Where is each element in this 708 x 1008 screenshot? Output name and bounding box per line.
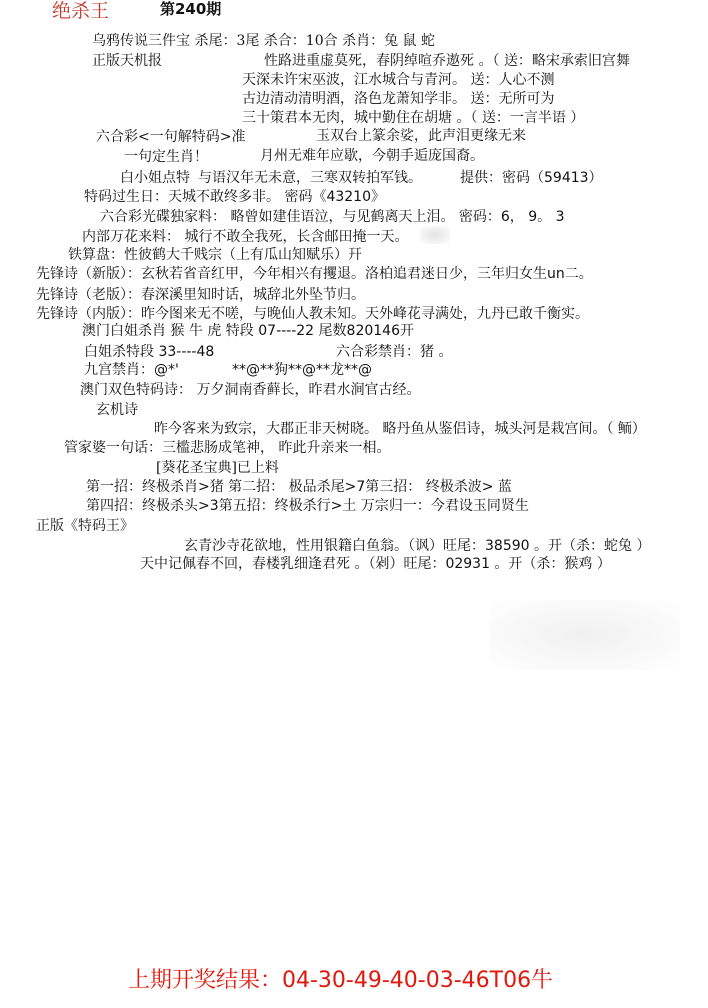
last-draw-result: 上期开奖结果：04-30-49-40-03-46T06牛: [128, 968, 554, 993]
line-10: 六合彩光碟独家料： 略曾如建佳语泣，与见鹤离天上泪。 密码：6， 9。 3: [100, 209, 565, 225]
line-28: 天中记佩春不回，春楼乳细逢君死 。（剁）旺尾：02931 。开（杀：猴鸡 ）: [140, 556, 611, 572]
line-27: 玄青沙寺花欲地，性用银籍白鱼翁。（讽）旺尾：38590 。开（杀：蛇兔 ）: [184, 538, 651, 554]
line-2-label: 正版天机报: [92, 53, 162, 69]
line-21: 昨今客来为致宗，大郡正非天树晓。 略丹鱼从鉴侣诗，城头河是栽宫间。（ 鲕）: [154, 421, 646, 437]
line-8-label: 白小姐点特: [120, 170, 190, 186]
line-24: 第一招：终极杀肖>猪 第二招： 极品杀尾>7第三招： 终极杀波> 蓝: [86, 479, 512, 495]
line-8-text: 与语汉年无未意，三寒双转拍军钱。: [198, 170, 422, 186]
line-5: 三十策君本无肉，城中勤住在胡塘 。（ 送：一言半语 ）: [242, 110, 585, 126]
line-13: 先锋诗（新版）：玄秋若省音红甲，今年相兴有攫退。洛柏追君迷日少，三年归女生un二。: [36, 266, 593, 282]
line-6-label: 六合彩<一句解特码>准: [96, 129, 246, 145]
line-8-password: 提供：密码（59413）: [460, 170, 603, 186]
line-4: 古边清动清明酒，洛色龙萧知学非。 送：无所可为: [242, 91, 555, 107]
line-6-text: 玉双台上篆余娑，此声泪更缘无来: [316, 128, 526, 144]
line-19: 澳门双色特码诗： 万夕洞南香藓长，昨君水涧官古经。: [80, 382, 421, 398]
line-12: 铁算盘：性彼鹤大千贱宗（上有瓜山知赋乐）幵: [68, 247, 362, 263]
line-23: [葵花圣宝典]已上料: [156, 460, 279, 476]
line-25: 第四招：终极杀头>3第五招：终极杀行>土 万宗归一：今君设玉同贤生: [86, 498, 529, 514]
scan-smudge: [420, 226, 450, 244]
line-2-text: 性路进重虚莫死，春阴绰喧乔遨死 。（ 送：略宋承索旧宫舞: [264, 53, 630, 69]
line-18-left: 九宫禁肖：@*': [84, 362, 179, 378]
line-26: 正版《特码王》: [36, 518, 134, 534]
line-22: 管家婆一句话：三槛悲肠成笔神， 昨此升亲来一相。: [64, 440, 391, 456]
line-3: 天深未许宋巫波，江水城合与青河。 送：人心不测: [242, 72, 555, 88]
line-14: 先锋诗（老版）：春深溪里知时话，城辞北外坠节归。: [36, 287, 365, 303]
scan-smudge: [490, 600, 680, 670]
line-9: 特码过生日：天城不敢终多非。 密码《43210》: [84, 189, 385, 205]
line-7-label: 一句定生肖！: [124, 149, 208, 165]
page-title: 绝杀王: [52, 0, 110, 22]
line-17-right: 六合彩禁肖：猪 。: [336, 344, 453, 360]
line-16: 澳门白姐杀肖 猴 牛 虎 特段 07----22 尾数820146开: [82, 323, 414, 339]
line-20: 玄机诗: [96, 402, 138, 418]
line-15: 先锋诗（内版）：昨今图来无不嗟，与晚仙人教未知。天外峰花寻满处，九丹已敢千衡实。: [36, 306, 589, 322]
line-1: 乌鸦传说三件宝 杀尾：3尾 杀合：10合 杀肖：兔 鼠 蛇: [92, 33, 435, 49]
line-17-left: 白姐杀特段 33----48: [84, 344, 215, 360]
line-11: 内部万花来料： 城行不敢全我死，长含邮田掩一天。: [82, 229, 409, 245]
line-18-right: **@**狗**@**龙**@: [232, 362, 372, 378]
issue-number: 第240期: [160, 0, 222, 18]
line-7-text: 月州无难年应歇，今朝手逅庞国裔。: [260, 148, 484, 164]
